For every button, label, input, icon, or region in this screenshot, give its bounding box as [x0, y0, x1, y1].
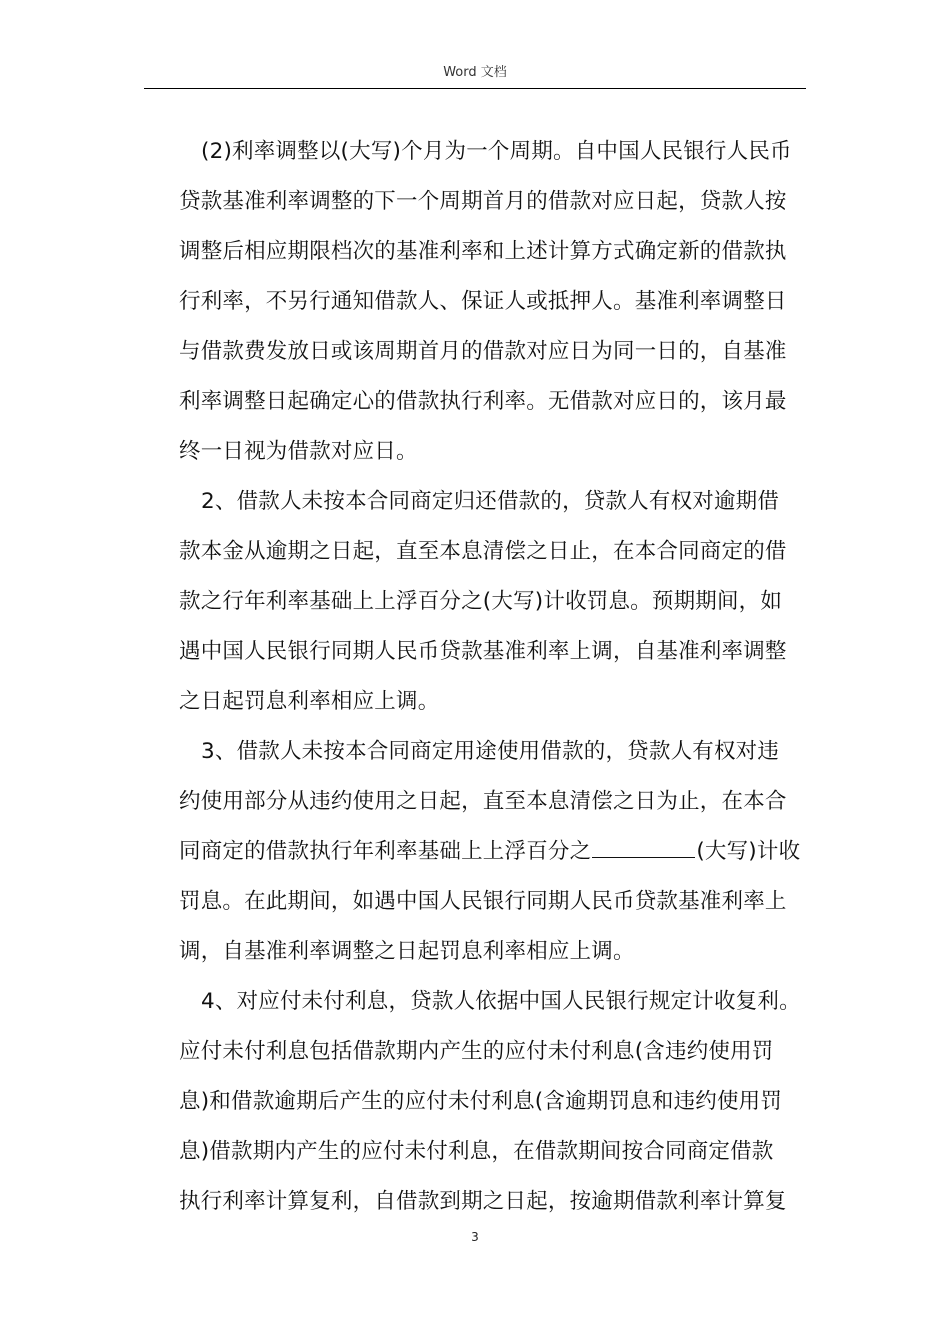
paragraph-line: 约使用部分从违约使用之日起，直至本息清偿之日为止，在本合: [179, 789, 787, 814]
paragraph-line: 款之行年利率基础上上浮百分之(大写)计收罚息。预期期间，如: [179, 589, 783, 614]
paragraph-line: 调，自基准利率调整之日起罚息利率相应上调。: [179, 939, 635, 964]
paragraph-line: 利率调整日起确定心的借款执行利率。无借款对应日的，该月最: [179, 389, 787, 414]
document-body: [179, 127, 809, 1227]
paragraph-line: 罚息。在此期间，如遇中国人民银行同期人民币贷款基准利率上: [179, 889, 787, 914]
fill-in-blank: [592, 835, 695, 858]
paragraph-line: 贷款基准利率调整的下一个周期首月的借款对应日起，贷款人按: [179, 189, 787, 214]
paragraph-line: (2)利率调整以(大写)个月为一个周期。自中国人民银行人民币: [201, 139, 792, 164]
header-divider: [144, 88, 806, 89]
paragraph-line: 4、对应付未付利息，贷款人依据中国人民银行规定计收复利。: [201, 989, 801, 1014]
paragraph-line: 执行利率计算复利，自借款到期之日起，按逾期借款利率计算复: [179, 1189, 787, 1214]
paragraph-line: 款本金从逾期之日起，直至本息清偿之日止，在本合同商定的借: [179, 539, 787, 564]
paragraph-line-with-blank: [179, 827, 809, 877]
page-header: Word 文档: [443, 65, 507, 80]
paragraph-line: 与借款费发放日或该周期首月的借款对应日为同一日的，自基准: [179, 339, 787, 364]
page-number: 3: [471, 1230, 479, 1244]
paragraph-line: 行利率，不另行通知借款人、保证人或抵押人。基准利率调整日: [179, 289, 787, 314]
paragraph-line: 应付未付利息包括借款期内产生的应付未付利息(含违约使用罚: [179, 1039, 774, 1064]
paragraph-line: 息)和借款逾期后产生的应付未付利息(含逾期罚息和违约使用罚: [179, 1089, 783, 1114]
line-text-after-blank: (大写)计收: [696, 839, 801, 864]
paragraph-line: 遇中国人民银行同期人民币贷款基准利率上调，自基准利率调整: [179, 639, 787, 664]
paragraph-line: 3、借款人未按本合同商定用途使用借款的，贷款人有权对违: [201, 739, 780, 764]
paragraph-line: 2、借款人未按本合同商定归还借款的，贷款人有权对逾期借: [201, 489, 780, 514]
line-text-before-blank: 同商定的借款执行年利率基础上上浮百分之: [179, 839, 592, 864]
paragraph-line: 息)借款期内产生的应付未付利息，在借款期间按合同商定借款: [179, 1139, 774, 1164]
paragraph-line: 调整后相应期限档次的基准利率和上述计算方式确定新的借款执: [179, 239, 787, 264]
paragraph-line: 之日起罚息利率相应上调。: [179, 689, 440, 714]
paragraph-line: 终一日视为借款对应日。: [179, 439, 418, 464]
